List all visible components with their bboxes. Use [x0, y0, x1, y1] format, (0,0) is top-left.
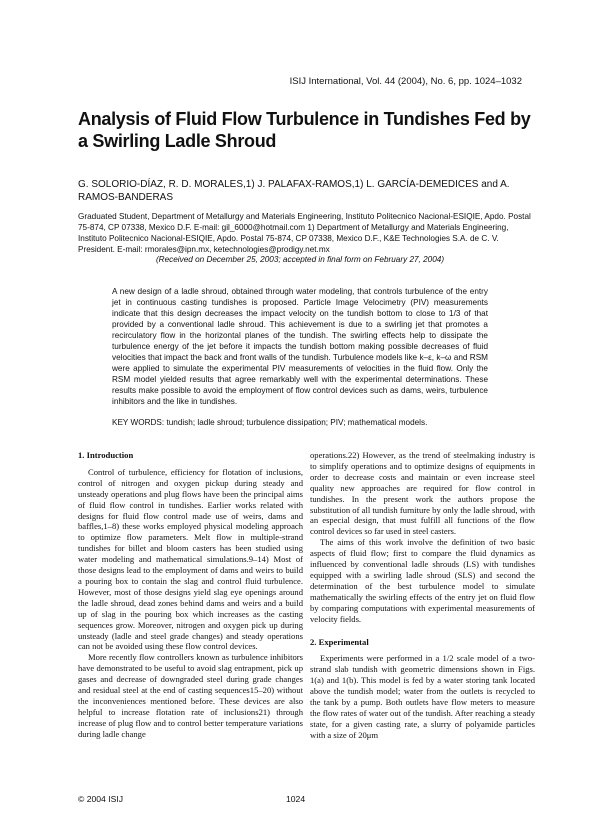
intro-paragraph-4: The aims of this work involve the definition of two basic aspects of fluid flow; first to compare the fluid dynamics as influenced by conventional ladle shrouds (LS) with tundishes equipped with a swirling ladle shroud (SLS) and second the determination of the best turbulence model to simulate mathematically the swirling effects of the entry jet on fluid flow by comparing computations with experimental measurements of velocity fields. — [310, 537, 535, 624]
experimental-heading: 2. Experimental — [310, 636, 369, 647]
left-column — [78, 450, 303, 740]
experimental-paragraph-1: Experiments were performed in a 1/2 scale model of a two-strand slab tundish with geometric dimensions shown in Figs. 1(a) and 1(b). This model is fed by a water storing tank located above the tundish model; water from the outlets is recycled to the tank by a pump. Both outlets have flow meters to measure the flow rates of water out of the tundish. After reaching a steady state, for a given casting rate, a slurry of polyamide particles with a size of 20μm — [310, 653, 535, 740]
intro-heading: 1. Introduction — [78, 450, 134, 460]
page-number: 1024 — [286, 794, 306, 804]
received-dates: (Received on December 25, 2003; accepted in final form on February 27, 2004) — [155, 255, 445, 264]
affiliation: Graduated Student, Department of Metallurgy and Materials Engineering, Instituto Politecnico Nacional-ESIQIE, Apdo. Postal 75-874, CP 07338, Mexico D.F. E-mail: gil_6000@hotmail.com 1) Department of Metallurgy and Materials Engineering, Instituto Politecnico Nacional-ESIQIE, Apdo. Postal 75-874, CP 07338, Mexico D.F., K&E Technologies S.A. de C. V. President. E-mail: rmorales@ipn.mx, ketechnologies@prodigy.net.mx — [78, 212, 531, 254]
intro-paragraph-1: Control of turbulence, efficiency for flotation of inclusions, control of nitrogen and oxygen pickup during steady and unsteady operations and plug flows have been the principal aims of fluid flow control in tundishes. Earlier works related with designs for fluid flow control made use of weirs, dams and baffles,1–8) these works employed physical modeling approach to optimize flow parameters. Melt flow in multiple-strand tundishes for billet and bloom casters has been studied using water modeling and mathematical simulations.9–14) Most of those designs lead to the employment of dams and weirs to build a pouring box to contain the slag and control fluid turbulence. However, most of those designs yield slag eye openings around the ladle shroud, dead zones behind dams and weirs and a build up of slag in the pouring box which increases as the casting sequences grow. Moreover, nitrogen and oxygen pick up during unsteady (ladle and steel grade changes) and steady operations can not be avoided using these flow control devices. — [78, 466, 303, 652]
journal-citation: ISIJ International, Vol. 44 (2004), No. 6, pp. 1024–1032 — [289, 76, 522, 87]
keywords: KEY WORDS: tundish; ladle shroud; turbulence dissipation; PIV; mathematical models. — [112, 418, 428, 427]
paper-title: Analysis of Fluid Flow Turbulence in Tundishes Fed by a Swirling Ladle Shroud — [78, 109, 531, 151]
abstract: A new design of a ladle shroud, obtained through water modeling, that controls turbulence of the entry jet in continuous casting tundishes is proposed. Particle Image Velocimetry (PIV) measurements indicate that this design decreases the impact velocity on the tundish bottom to close to 1/3 of that provided by a conventional ladle shroud. This achievement is due to a swirling jet that promotes a recirculatory flow in the horizontal planes of the tundish. The swirling effects help to dissipate the turbulence energy of the jet before it impacts the tundish bottom making possible decreases of fluid velocities that impact the back and front walls of the tundish. Turbulence models like k–ε, k–ω and RSM were applied to simulate the experimental PIV measurements of velocities in the fluid flow. Only the RSM model yielded results that agree remarkably well with the experimental determinations. These results make possible to avoid the employment of flow control devices such as dams, weirs, turbulence inhibitors and the like in tundishes. — [112, 287, 488, 406]
intro-paragraph-2: More recently flow controllers known as turbulence inhibitors have demonstrated to be useful to avoid slag entrapment, pick up gases and decrease of downgraded steel during grade changes and residual steel at the end of casting sequences15–20) without the inconveniences mentioned before. These devices are also helpful to increase flotation rate of inclusions21) through increase of plug flow and to control better temperature variations during ladle change — [78, 652, 303, 739]
intro-paragraph-3: operations.22) However, as the trend of steelmaking industry is to simplify operations and to optimize designs of equipments in order to decrease costs and maintain or even increase steel quality new approaches are required for flow control in tundishes. In the present work the authors propose the substitution of all tundish furniture by only the ladle shroud, with an especial design, that must fulfill all functions of the flow control devices so far used in steel casters. — [310, 450, 535, 537]
author-list: G. SOLORIO-DÍAZ, R. D. MORALES,1) J. PALAFAX-RAMOS,1) L. GARCÍA-DEMEDICES and A. RAMOS-BANDERAS — [78, 179, 510, 203]
right-column — [310, 450, 535, 741]
copyright: © 2004 ISIJ — [78, 794, 124, 804]
